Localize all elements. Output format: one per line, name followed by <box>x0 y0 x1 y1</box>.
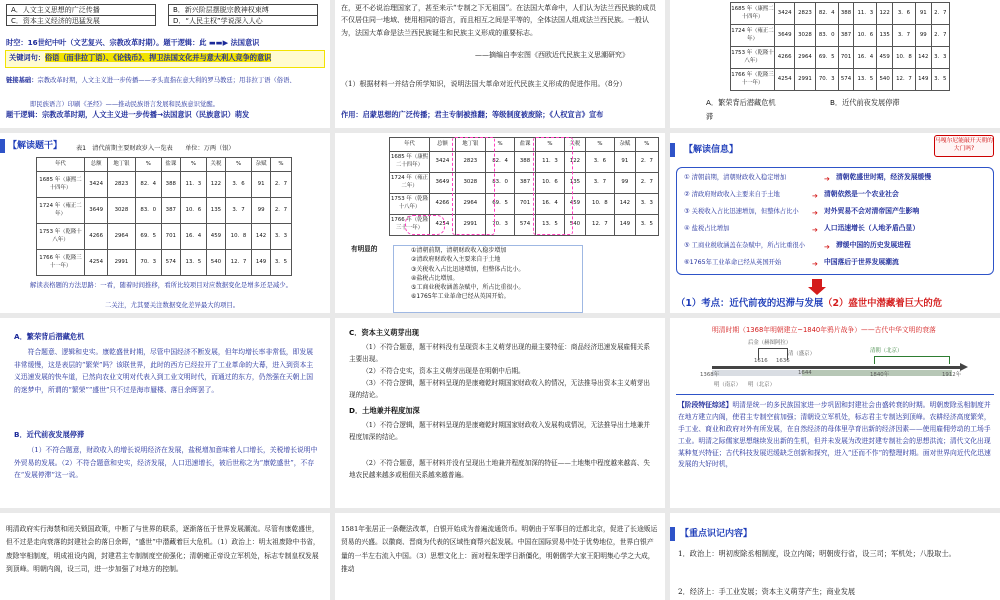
period-tail: 法国意识 <box>230 38 260 47</box>
table-cell: 701 <box>161 224 180 250</box>
table-header-cell: % <box>485 138 514 152</box>
table-cell: 4266 <box>430 194 456 215</box>
panel-read-info <box>670 133 1000 313</box>
table-cell: 12．7 <box>892 69 915 91</box>
table-cell: 4254 <box>85 250 108 276</box>
table-cell: 99 <box>615 173 636 194</box>
table-cell: 91 <box>915 3 931 25</box>
info-conclusion: 清朝依然是一个农业社会 <box>824 190 899 198</box>
arrow-right-icon: ➔ <box>812 260 818 268</box>
panel-question-options <box>0 0 330 128</box>
table-cell: 459 <box>877 47 893 69</box>
table-cell: 540 <box>207 250 226 276</box>
table-cell: 1685 年（康熙二十四年） <box>37 172 85 198</box>
table-cell: 2964 <box>795 47 815 69</box>
table-cell: 1724 年（雍正二年） <box>37 198 85 224</box>
table-cell: 3．6 <box>585 152 614 173</box>
summary-list-item: ⑤工商业税收涵盖杂赋中，所占比重很小。 <box>411 284 525 292</box>
info-fact: ① 清朝前期，清朝财政收入稳定增加 <box>684 174 787 181</box>
top-revenue-table <box>730 2 950 91</box>
table-cell: 91 <box>615 152 636 173</box>
top-option-a: A．繁荣背后潜藏危机 <box>706 98 776 107</box>
table-cell: 69．5 <box>485 194 514 215</box>
heading-c: C．资本主义萌芽出现 <box>349 328 419 337</box>
info-conclusion: 清朝乾盛世时期，经济发展缓慢 <box>836 173 932 181</box>
label-ming-beijing: 明（北京） <box>748 382 775 388</box>
table-cell: 2964 <box>108 224 135 250</box>
period-text: 时空：16世纪中叶（文艺复兴、宗教改革时期）。题干逻辑：此 <box>6 38 207 47</box>
table-cell: 540 <box>877 69 893 91</box>
panel-summary-2 <box>335 513 665 600</box>
table-cell: 4254 <box>775 69 795 91</box>
table-cell: 82．4 <box>135 172 161 198</box>
chain-label: 链接基础： <box>6 77 38 84</box>
table-header-cell: 地丁银 <box>455 138 485 152</box>
timeline-title: 明清时期（1368年明朝建立~1840年鸦片战争）——古代中华文明的衰落 <box>712 326 936 334</box>
options-box-left <box>6 4 156 26</box>
table-cell: 459 <box>207 224 226 250</box>
period-line <box>6 38 330 48</box>
table-cell: 122 <box>565 152 586 173</box>
chain-text: 宗教改革时期，人文主义进一步传播——矛头直指在意大利的罗马教廷；用非拉丁语（俗语、 <box>37 77 296 84</box>
accent-bar <box>0 139 5 153</box>
table-cell: 701 <box>838 47 854 69</box>
summary-list-item: ③关税收入占比迅速增加，但整体占比小。 <box>411 265 525 273</box>
table-cell: 10．8 <box>585 194 614 215</box>
section-header: 【重点识记内容】 <box>680 529 753 539</box>
table-cell: 3．3 <box>635 194 658 215</box>
table-row <box>731 3 950 25</box>
option-d: D．“人民主权”学说深入人心 <box>173 17 263 25</box>
table-cell: 3028 <box>455 173 485 194</box>
table-cell: 142 <box>915 47 931 69</box>
table-cell: 70．3 <box>135 250 161 276</box>
table-cell: 459 <box>565 194 586 215</box>
panel-read-question <box>0 133 330 313</box>
table-cell: 122 <box>207 172 226 198</box>
timeline-arrow-icon <box>960 363 968 371</box>
table-header-cell: 总额 <box>430 138 456 152</box>
summary-text-1: 明清政府实行海禁和闭关锁国政策，中断了与世界的联系，逐渐落伍于世界发展潮流。尽管有康乾盛世，但不过是走向衰落的封建社会的落日余晖，“盛世”中潜藏着巨大危机。（1）政治上：明太祖废除中书省，废除宰相制度，明成祖设内阁，封建君主专制制度空前强化；清朝雍正帝设立军机处，标志专制皇权发展到顶峰。明朝内阁，设三司，进一步加强了对地方的控制。 <box>6 525 320 573</box>
table-cell: 12．7 <box>585 215 614 236</box>
summary-text-2: 1581年张居正一条鞭法改革，白银开始成为普遍流通货币。明朝由于军事目的迁都北京，促进了长途贩运贸易的兴盛。以徽商、晋商为代表的区域性商帮兴起发展。中国在国际贸易中处于优势地位，世界白银产量的一半左右流入中国。（3）思想文化上：面对程朱理学日渐僵化，明朝儒学大家王阳明集心学之大成，推动 <box>341 525 658 573</box>
table-cell: 387 <box>838 25 854 47</box>
table-cell: 4254 <box>430 215 456 236</box>
table-cell: 3424 <box>430 152 456 173</box>
summary-list <box>411 246 591 302</box>
logic-line: 题干逻辑：宗教改革时期，人文主义进一步传播→法国意识（民族意识）萌发 <box>6 110 250 119</box>
table-row <box>731 47 950 69</box>
top-option-b-tail: 滞 <box>706 112 714 121</box>
table-header-cell: % <box>535 138 564 152</box>
table-cell: 4266 <box>775 47 795 69</box>
panel-analysis-ab <box>0 318 330 508</box>
table-cell: 3．7 <box>225 198 251 224</box>
table-cell: 574 <box>515 215 536 236</box>
table-cell: 83．0 <box>135 198 161 224</box>
effect-text: 启蒙思想的广泛传播；君主专制被推翻；等级制度被废除；《人权宣言》宣布 <box>362 110 604 119</box>
table-cell: 388 <box>838 3 854 25</box>
method-note-2: 二关注，尤其要关注数据变化差异最大的项目。 <box>105 301 240 309</box>
table-row <box>390 194 659 215</box>
panel-highlight-table <box>335 133 665 313</box>
label-qing-beijing: 清朝（北京） <box>870 348 903 354</box>
table-header-cell: 杂赋 <box>252 158 271 172</box>
table-header-cell: % <box>585 138 614 152</box>
table-cell: 99 <box>252 198 271 224</box>
table-cell: 83．0 <box>815 25 838 47</box>
table-cell: 122 <box>877 3 893 25</box>
overlay-head: 有明显的 <box>351 245 378 253</box>
table-header-cell: % <box>225 158 251 172</box>
label-houjin: 后金（赫图阿拉） <box>748 340 792 346</box>
table-cell: 16．4 <box>180 224 206 250</box>
analysis-c-3: （3）不符合逻辑，题干材料呈现的是康雍乾时期国家财政收入的情况，无法推导出资本主义萌芽出现的结论。 <box>349 379 650 399</box>
table-cell: 16．4 <box>854 47 877 69</box>
label-1840: 1840年 <box>870 372 890 378</box>
label-1912: 1912年 <box>942 372 962 378</box>
table-cell: 3．7 <box>585 173 614 194</box>
panel-key-memory <box>670 513 1000 600</box>
table-cell: 3．6 <box>225 172 251 198</box>
table-cell: 2．7 <box>635 173 658 194</box>
callout-box: 马嘎尔尼能敲开天朝的大门吗? <box>934 135 994 157</box>
label-qing-shengjing: 清（盛京） <box>788 351 815 357</box>
table-row <box>37 198 292 224</box>
table-cell: 2．7 <box>270 172 291 198</box>
table-cell: 135 <box>877 25 893 47</box>
heading-d: D．土地兼并程度加深 <box>349 406 420 415</box>
table-cell: 574 <box>838 69 854 91</box>
table-cell: 2823 <box>108 172 135 198</box>
table-header-cell: 关税 <box>207 158 226 172</box>
table-cell: 1724 年（雍正二年） <box>731 25 775 47</box>
option-c: C．资本主义经济的迅猛发展 <box>11 17 100 25</box>
question-text: （1）根据材料一并结合所学知识，说明法国大革命对近代民族主义形成的促进作用。（8分） <box>341 80 627 88</box>
feature-paragraph <box>678 400 994 471</box>
table-cell: 10．6 <box>180 198 206 224</box>
table-cell: 4266 <box>85 224 108 250</box>
label-1644: 1644 <box>798 370 812 376</box>
table-cell: 1766 年（乾隆三十一年） <box>37 250 85 276</box>
table-header-cell: % <box>135 158 161 172</box>
table-header-cell: % <box>635 138 658 152</box>
summary-list-item: ②清政府财政收入主要来自于土地 <box>411 256 501 264</box>
table-cell: 91 <box>252 172 271 198</box>
table-cell: 1766 年（乾隆三十一年） <box>390 215 430 236</box>
info-fact: ③ 关税收入占比迅速增加，但整体占比小 <box>684 208 799 215</box>
table-cell: 1753 年（乾隆十八年） <box>37 224 85 250</box>
table-cell: 2．7 <box>931 3 949 25</box>
highlight-year <box>405 215 445 235</box>
table-row <box>731 69 950 91</box>
table-cell: 70．3 <box>485 215 514 236</box>
table-row <box>390 173 659 194</box>
table-cell: 3．5 <box>635 215 658 236</box>
analysis-a: 符合题意、逻辑和史实。康乾盛世时期，尽管中国经济不断发展，但年均增长率非常低，即发展非常缓慢，这是表层的“繁荣”吗？该联世界，此时的西方已经拉开了工业革命的大幕，进入到资本主义迅速发展的快车道，已然向农业文明对代表入到工业文明时代，而通过的东方，仍然强在天朝上国的迷梦中，所谓的“繁荣”“盛世”只不过是海市蜃楼、落日余晖罢了。 <box>14 348 314 394</box>
table-cell: 3424 <box>775 3 795 25</box>
panel-summary-1 <box>0 513 330 600</box>
section-header: 【解读题干】 <box>8 141 63 151</box>
top-option-b: B．近代前夜发展停滞 <box>830 98 900 107</box>
table-header-cell: 地丁银 <box>108 158 135 172</box>
table-cell: 13．5 <box>535 215 564 236</box>
table-cell: 149 <box>915 69 931 91</box>
table-header-cell: 总额 <box>85 158 108 172</box>
table-cell: 10．6 <box>854 25 877 47</box>
arrow-icon: ▬▬▶ <box>208 38 229 47</box>
arrow-right-icon: ➔ <box>824 175 830 183</box>
table-cell: 574 <box>161 250 180 276</box>
timeline-axis <box>712 366 960 369</box>
arrow-right-icon: ➔ <box>812 226 818 234</box>
keyword-label: 关键词句： <box>9 53 45 62</box>
table-cell: 2991 <box>108 250 135 276</box>
table-cell: 3424 <box>85 172 108 198</box>
table-cell: 3649 <box>775 25 795 47</box>
options-box-right <box>168 4 318 26</box>
table-cell: 3．7 <box>892 25 915 47</box>
chain-line <box>6 76 330 85</box>
memory-item-1: 1．政治上：明初废除丞相制度，设立内阁；明朝废行省，设三司；军机处；八股取士。 <box>678 549 956 558</box>
table-cell: 701 <box>515 194 536 215</box>
table-cell: 142 <box>615 194 636 215</box>
table-header-cell: 关税 <box>565 138 586 152</box>
keyword-line <box>9 53 271 63</box>
table-cell: 2．7 <box>635 152 658 173</box>
table-cell: 2823 <box>795 3 815 25</box>
table-cell: 2991 <box>455 215 485 236</box>
highlight-column-land <box>452 137 495 235</box>
effect-line <box>341 110 665 120</box>
arrow-right-icon: ➔ <box>824 243 830 251</box>
table-cell: 2991 <box>795 69 815 91</box>
table-cell: 2．7 <box>270 198 291 224</box>
option-a: A．人文主义思想的广泛传播 <box>7 5 155 16</box>
table-cell: 149 <box>615 215 636 236</box>
key-point-2: （2）盛世中潜藏着巨大的危 <box>823 298 943 309</box>
arrow-right-icon: ➔ <box>812 192 818 200</box>
table-cell: 82．4 <box>485 152 514 173</box>
material-paragraph: 在，更不必说治理国家了，甚至来示“专制之下无祖国”。在法国大革命中，人们认为法兰西民族的成员不仅居住同一地域、使用相同的语言，而且相互之间是平等的，全体法国人组成法兰西民族。一般认为，法国大革命是法兰西民族诞生和民族主义形成的重要标志。 <box>341 4 657 37</box>
heading-b: B．近代前夜发展停滞 <box>14 430 85 439</box>
table-cell: 13．5 <box>180 250 206 276</box>
table-cell: 10．6 <box>535 173 564 194</box>
table-cell: 142 <box>252 224 271 250</box>
analysis-d-2: （2）不符合题意，题干材料并没有呈现出土地兼并程度加深的特征——土地集中程度越来越高、失地农民越来越多或租佃关系越来越普遍。 <box>349 459 650 479</box>
info-conclusion: 对外贸易不会对清帝国产生影响 <box>824 207 920 215</box>
label-1616: 1616 <box>754 358 768 364</box>
table-header-cell: 年代 <box>37 158 85 172</box>
table-cell: 2823 <box>455 152 485 173</box>
table-cell: 13．5 <box>854 69 877 91</box>
table-cell: 69．5 <box>815 47 838 69</box>
table-cell: 387 <box>161 198 180 224</box>
table-cell: 2．7 <box>931 25 949 47</box>
table-cell: 11．3 <box>854 3 877 25</box>
analysis-b: （1）不符合题意，财政收入的增长说明经济在发展，盐税增加意味着人口增长，关税增长说明中外贸易的发展。（2）不符合题意和史实，经济发展，人口迅速增长，被后世称之为“康乾盛世”，不存在“发展停滞”这一说。 <box>14 446 318 480</box>
table-header-cell: 年代 <box>390 138 430 152</box>
table-cell: 1753 年（乾隆十八年） <box>390 194 430 215</box>
table-header-cell: % <box>180 158 206 172</box>
table-cell: 10．8 <box>225 224 251 250</box>
option-b: B．新兴阶层摆脱宗教神权束缚 <box>169 5 317 16</box>
panel-timeline <box>670 318 1000 508</box>
table-row <box>390 152 659 173</box>
key-point-1: （1）考点：近代前夜的迟滞与发展 <box>676 298 824 309</box>
table-cell: 3028 <box>108 198 135 224</box>
chain-cont: 即民族语言）印刷《圣经》——推动民族语言发展和民族意识觉醒。 <box>30 101 219 108</box>
revenue-table <box>36 157 292 276</box>
table-cell: 3649 <box>85 198 108 224</box>
panel-analysis-cd <box>335 318 665 508</box>
analysis-c-2: （2）不符合史实，资本主义萌芽出现是在明朝中后期。 <box>362 367 525 375</box>
summary-list-item: ①清朝前期，清朝财政收入稳步增加 <box>411 247 507 254</box>
table-cell: 69．5 <box>135 224 161 250</box>
memory-item-2: 2．经济上：手工业发展；资本主义萌芽产生；商业发展 <box>678 587 856 596</box>
table-cell: 1753 年（乾隆十八年） <box>731 47 775 69</box>
analysis-c-1: （1）不符合题意，题干材料没有呈现资本主义萌芽出现的最主要特征：商品经济迅速发展雇佣关系主要出现。 <box>349 343 650 363</box>
table-header-cell: 盐课 <box>515 138 536 152</box>
table-cell: 83．0 <box>485 173 514 194</box>
table-cell: 1724 年（雍正二年） <box>390 173 430 194</box>
table-header-cell: 盐课 <box>161 158 180 172</box>
table-cell: 82．4 <box>815 3 838 25</box>
heading-a: A．繁荣背后潜藏危机 <box>14 332 85 341</box>
table-cell: 3．6 <box>892 3 915 25</box>
table-cell: 3649 <box>430 173 456 194</box>
table-cell: 70．3 <box>815 69 838 91</box>
table-cell: 11．3 <box>535 152 564 173</box>
material-source: ——摘编自李宏图《西欧近代民族主义思潮研究》 <box>475 51 629 59</box>
highlight-column-customs <box>533 137 573 235</box>
table-cell: 135 <box>207 198 226 224</box>
table-cell: 2964 <box>455 194 485 215</box>
table-cell: 540 <box>565 215 586 236</box>
summary-list-item: ⑥1765年工业革命已经从英国开始。 <box>411 293 510 301</box>
method-note-1: 解读表格题的方法思路：一看，随着时间推移，看所比较项目对应数据变化是增多还是减少。 <box>30 281 293 289</box>
analysis-d-1: （1）不符合逻辑，题干材料呈现的是康雍乾时期国家财政收入发展构成情况，无法推导出土地兼并程度加深的结论。 <box>349 421 650 441</box>
qing-bracket <box>874 356 950 364</box>
table-row <box>37 172 292 198</box>
info-conclusion: 人口迅速增长（人地矛盾凸显） <box>824 224 920 232</box>
table-cell: 149 <box>252 250 271 276</box>
table-cell: 11．3 <box>180 172 206 198</box>
panel-top-table <box>670 0 1000 128</box>
section-header: 【解读信息】 <box>684 145 739 155</box>
feature-label: 【阶段特征综述】 <box>678 401 733 409</box>
table-caption: 表1 清代前期主要财政岁入一览表 单位：万两（银） <box>76 145 235 152</box>
table-cell: 3．3 <box>270 224 291 250</box>
key-points <box>676 297 942 311</box>
accent-bar <box>670 527 675 541</box>
table-cell: 10．8 <box>892 47 915 69</box>
table-cell: 387 <box>515 173 536 194</box>
table-row <box>731 25 950 47</box>
info-fact: ④ 盐税占比增加 <box>684 225 730 232</box>
label-1636: 1636 <box>776 358 790 364</box>
label-ming-nanjing: 明（南京） <box>714 382 741 388</box>
down-arrow-head-icon <box>808 287 826 295</box>
arrow-right-icon: ➔ <box>812 209 818 217</box>
table-cell: 388 <box>161 172 180 198</box>
info-conclusion: 中国落后于世界发展潮流 <box>824 258 899 266</box>
panel-material-text <box>335 0 665 128</box>
table-cell: 3．3 <box>931 47 949 69</box>
info-fact: ② 清政府财政收入主要来自于土地 <box>684 191 780 198</box>
effect-label: 作用： <box>341 110 363 119</box>
table-row <box>37 250 292 276</box>
timeline-ming-segment <box>712 370 802 376</box>
summary-list-item: ④盐税占比增加。 <box>411 274 459 282</box>
label-1368: 1368年 <box>700 372 720 378</box>
accent-bar <box>670 143 675 157</box>
info-fact: ⑥1765年工业革命已经从英国开始 <box>684 259 782 266</box>
table-cell: 1685 年（康熙二十四年） <box>390 152 430 173</box>
table-header-cell: 杂赋 <box>615 138 636 152</box>
table-cell: 16．4 <box>535 194 564 215</box>
info-conclusion: 滞缓中国的历史发展进程 <box>836 241 911 249</box>
table-cell: 1766 年（乾隆三十一年） <box>731 69 775 91</box>
divider <box>676 394 994 395</box>
table-cell: 3028 <box>795 25 815 47</box>
keyword-text: 俗语（而非拉丁语）、《论钱币》、捍卫法国文化并与意大利人竞争的意识 <box>44 53 272 62</box>
table-cell: 12．7 <box>225 250 251 276</box>
feature-text: 明清是统一的多民族国家进一步巩固和封建社会由盛转衰的时期。明朝废除丞相制度并在地方建立内阁，使君主专制空前加强；清朝设立军机处，标志君主专制达到顶峰。农耕经济高度繁荣，手工业、商业和政府对外有所发展，在自然经济的母体里孕育出新的经济因素——使用雇佣劳动的工场手工业。明清之际儒家思想继续发出新的生机，但并未发展为改进封建专制社会的思想洪流；清代文化出现某种复兴特征；古代科技发展迟缓缺乏创新和探究，进入“还而不作”的整理时期。面对世界向近代化迅速发展的大好时机， <box>678 401 991 469</box>
table-cell: 135 <box>565 173 586 194</box>
table-cell: 3．5 <box>270 250 291 276</box>
table-header-cell: % <box>270 158 291 172</box>
info-fact: ⑤ 工商业税收涵盖在杂赋中，所占比重很小 <box>684 242 805 249</box>
table-cell: 388 <box>515 152 536 173</box>
table-cell: 99 <box>915 25 931 47</box>
table-row <box>37 224 292 250</box>
table-cell: 3．5 <box>931 69 949 91</box>
table-cell: 1685 年（康熙二十四年） <box>731 3 775 25</box>
